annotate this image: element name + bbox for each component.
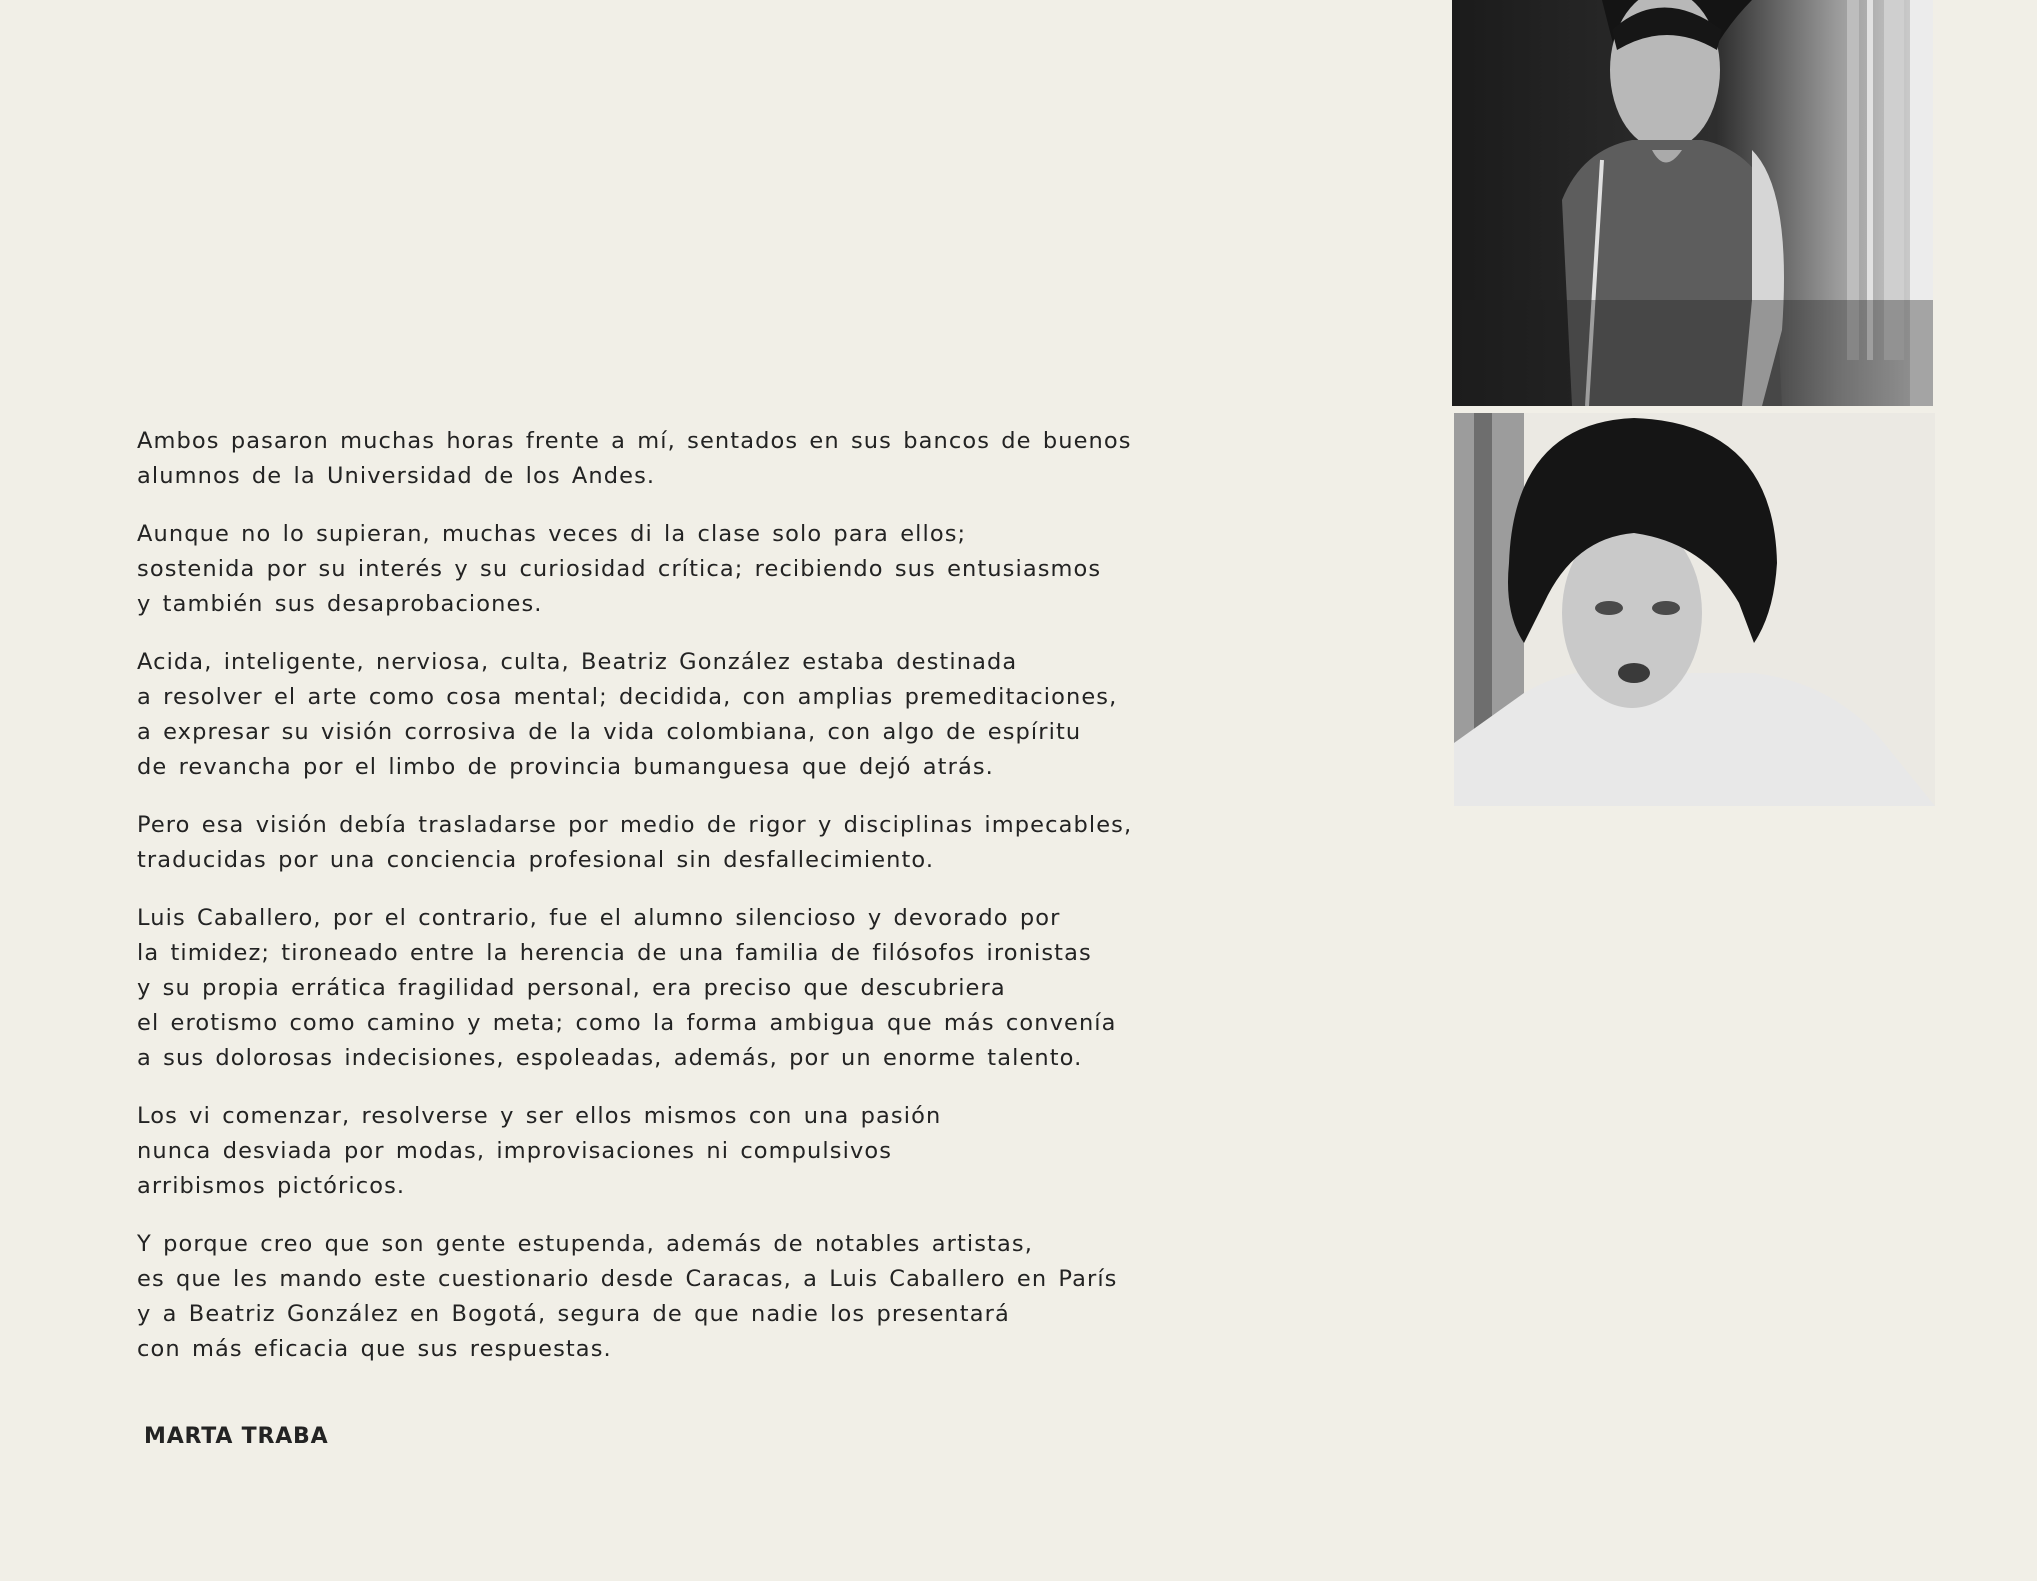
essay-text <box>137 424 1133 1390</box>
paragraph <box>137 517 1117 622</box>
text-line: Y porque creo que son gente estupenda, además de notables artistas, <box>137 1231 1033 1257</box>
text-line: el erotismo como camino y meta; como la forma ambigua que más convenía <box>137 1010 1117 1036</box>
portrait-photo-top <box>1452 0 1933 406</box>
text-line: con más eficacia que sus respuestas. <box>137 1336 612 1362</box>
text-line: es que les mando este cuestionario desde Caracas, a Luis Caballero en París <box>137 1266 1118 1292</box>
text-line: y a Beatriz González en Bogotá, segura de que nadie los presentará <box>137 1301 1010 1327</box>
text-line: y también sus desaprobaciones. <box>137 591 543 617</box>
text-line: arribismos pictóricos. <box>137 1173 406 1199</box>
paragraph <box>137 1227 1117 1367</box>
text-line: sostenida por su interés y su curiosidad crítica; recibiendo sus entusiasmos <box>137 556 1102 582</box>
text-line: Aunque no lo supieran, muchas veces di la clase solo para ellos; <box>137 521 967 547</box>
text-line: Los vi comenzar, resolverse y ser ellos mismos con una pasión <box>137 1103 942 1129</box>
text-line: alumnos de la Universidad de los Andes. <box>137 463 656 489</box>
author-signature: MARTA TRABA <box>144 1424 329 1449</box>
paragraph <box>137 645 1117 785</box>
text-line: a expresar su visión corrosiva de la vida colombiana, con algo de espíritu <box>137 719 1082 745</box>
text-line: la timidez; tironeado entre la herencia de una familia de filósofos ironistas <box>137 940 1092 966</box>
text-line: a sus dolorosas indecisiones, espoleadas, además, por un enorme talento. <box>137 1045 1083 1071</box>
paragraph <box>137 808 1133 878</box>
text-line: nunca desviada por modas, improvisaciones ni compulsivos <box>137 1138 893 1164</box>
portrait-photo-bottom <box>1454 413 1935 806</box>
paragraph <box>137 1099 1117 1204</box>
text-line: Acida, inteligente, nerviosa, culta, Beatriz González estaba destinada <box>137 649 1018 675</box>
text-line: Luis Caballero, por el contrario, fue el alumno silencioso y devorado por <box>137 905 1061 931</box>
text-line: a resolver el arte como cosa mental; decidida, con amplias premeditaciones, <box>137 684 1118 710</box>
text-line: traducidas por una conciencia profesional sin desfallecimiento. <box>137 847 935 873</box>
text-line: y su propia errática fragilidad personal, era preciso que descubriera <box>137 975 1006 1001</box>
text-line: de revancha por el limbo de provincia bumanguesa que dejó atrás. <box>137 754 994 780</box>
text-line: Ambos pasaron muchas horas frente a mí, sentados en sus bancos de buenos <box>137 428 1132 454</box>
paragraph <box>137 424 1132 494</box>
text-line: Pero esa visión debía trasladarse por medio de rigor y disciplinas impecables, <box>137 812 1133 838</box>
paragraph <box>137 901 1117 1076</box>
